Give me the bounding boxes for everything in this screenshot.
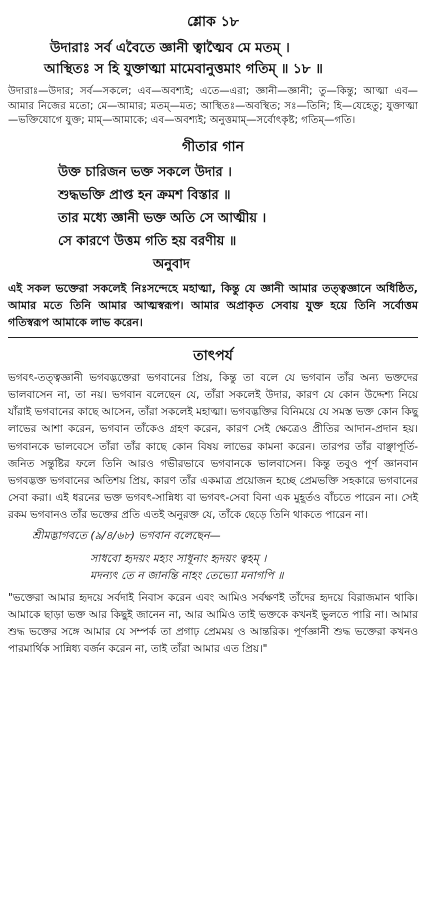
verse-line-1: উদারাঃ সর্ব এবৈতে জ্ঞানী ত্বাত্মৈব মে মতম্ ।: [50, 40, 290, 56]
song-verse: [8, 161, 418, 253]
sanskrit-quote-line-1: সাধবো হৃদয়ং মহ্যং সাধূনাং হৃদয়ং ত্বহম্ ।: [90, 551, 267, 565]
quote-intro: শ্রীমদ্ভাগবতে (৯/৪/৬৮) ভগবান বলেছেন—: [32, 528, 221, 542]
song-line-4: সে কারণে উত্তম গতি হয় বরণীয় ॥: [58, 233, 237, 249]
sanskrit-quote-line-2: মদন্যৎ তে ন জানন্তি নাহং তেভ্যো মনাগপি ॥: [90, 568, 284, 582]
section-divider: [8, 337, 418, 338]
song-line-1: উক্ত চারিজন ভক্ত সকলে উদার ।: [58, 164, 232, 180]
sanskrit-quote: [8, 550, 418, 584]
song-line-3: তার মধ্যে জ্ঞানী ভক্ত অতি সে আত্মীয় ।: [58, 210, 267, 226]
sanskrit-verse: [8, 38, 418, 80]
translation-heading: অনুবাদ: [153, 256, 190, 272]
purport-heading: তাৎপর্য: [193, 347, 233, 364]
translation-text: এই সকল ভক্তেরা সকলেই নিঃসন্দেহে মহাত্মা, কিন্তু যে জ্ঞানী আমার তত্ত্বজ্ঞানে অধিষ্ঠিত, আমার মতে তিনি আমার আত্মস্বরূপ। আমার অপ্রাকৃত সেবায় যুক্ত হয়ে তিনি সর্বোত্তম গতিস্বরূপ আমাকে লাভ করেন।: [8, 281, 418, 329]
word-meaning: উদারাঃ—উদার; সর্ব—সকলে; এব—অবশ্যই; এতে—এরা; জ্ঞানী—জ্ঞানী; তু—কিন্তু; আত্মা এব—আমার নিজের মতো; মে—আমার; মতম্—মত; আস্থিতঃ—অবস্থিত; সঃ—তিনি; হি—যেহেতু; যুক্তাত্মা—ভক্তিযোগে যুক্ত; মাম্—আমাকে; এব—অবশ্যই; অনুত্তমাম্—সর্বোৎকৃষ্ট; গতিম্—গতি।: [8, 86, 418, 127]
verse-line-2: আস্থিতঃ স হি যুক্তাত্মা মামেবানুত্তমাং গতিম্ ॥ ১৮ ॥: [44, 61, 323, 77]
song-heading: গীতার গান: [182, 138, 244, 155]
song-line-2: শুদ্ধভক্তি প্রাপ্ত হন ক্রমশ বিস্তার ॥: [58, 187, 231, 203]
quote-translation: "ভক্তেরা আমার হৃদয়ে সর্বদাই নিবাস করেন এবং আমিও সর্বক্ষণই তাঁদের হৃদয়ে বিরাজমান থাকি। আমাকে ছাড়া ভক্ত আর কিছুই জানেন না, আর আমিও তাই ভক্তকে কখনই ভুলতে পারি না। আমার শুদ্ধ ভক্তের সঙ্গে আমার যে সম্পর্ক তা প্রগাঢ় প্রেমময় ও আন্তরিক। পূর্ণজ্ঞানী শুদ্ধ ভক্তেরা কখনও পারমার্থিক সান্নিধ্য বর্জন করেন না, তাই তাঁরা আমার এত প্রিয়।": [8, 591, 418, 656]
verse-title: শ্লোক ১৮: [187, 14, 239, 30]
purport-paragraph: ভগবৎ-তত্ত্বজ্ঞানী ভগবদ্ভক্তেরা ভগবানের প্রিয়, কিন্তু তা বলে যে ভগবান তাঁর অন্য ভক্তদের ভালবাসেন না, তা নয়। ভগবান বলেছেন যে, তাঁরা সকলেই উদার, কারণ যে কোন উদ্দেশ্য নিয়ে যাঁরাই ভগবানের কাছে আসেন, তাঁরা সকলেই মহাত্মা। ভগবদ্ভক্তির বিনিময়ে যে সমস্ত ভক্ত কোন কিছু লাভের আশা করেন, ভগবান তাঁকেও গ্রহণ করেন, কারণ সেই ক্ষেত্রেও প্রীতির আদান-প্রদান হয়। ভগবানকে ভালবেসে তাঁরা তাঁর কাছে কোন বিষয় লাভের কামনা করেন। তারপর তাঁর বাঞ্ছাপূর্তি-জনিত সন্তুষ্টির ফলে তিনি আরও গভীরভাবে ভগবানকে ভালবাসেন। কিন্তু তবুও পূর্ণ জ্ঞানবান ভগবদ্ভক্ত ভগবানের অতিশয় প্রিয়, কারণ তাঁর একমাত্র প্রয়োজন হচ্ছে প্রেমভক্তি সহকারে ভগবানের সেবা করা। এই ধরনের ভক্ত ভগবৎ-সান্নিধ্য বা ভগবৎ-সেবা বিনা এক মুহূর্তও বাঁচতে পারেন না। সেই রকম ভগবানও তাঁর ভক্তের প্রতি এতই অনুরক্ত যে, তাঁকে ছেড়ে তিনি থাকতে পারেন না।: [8, 371, 418, 522]
